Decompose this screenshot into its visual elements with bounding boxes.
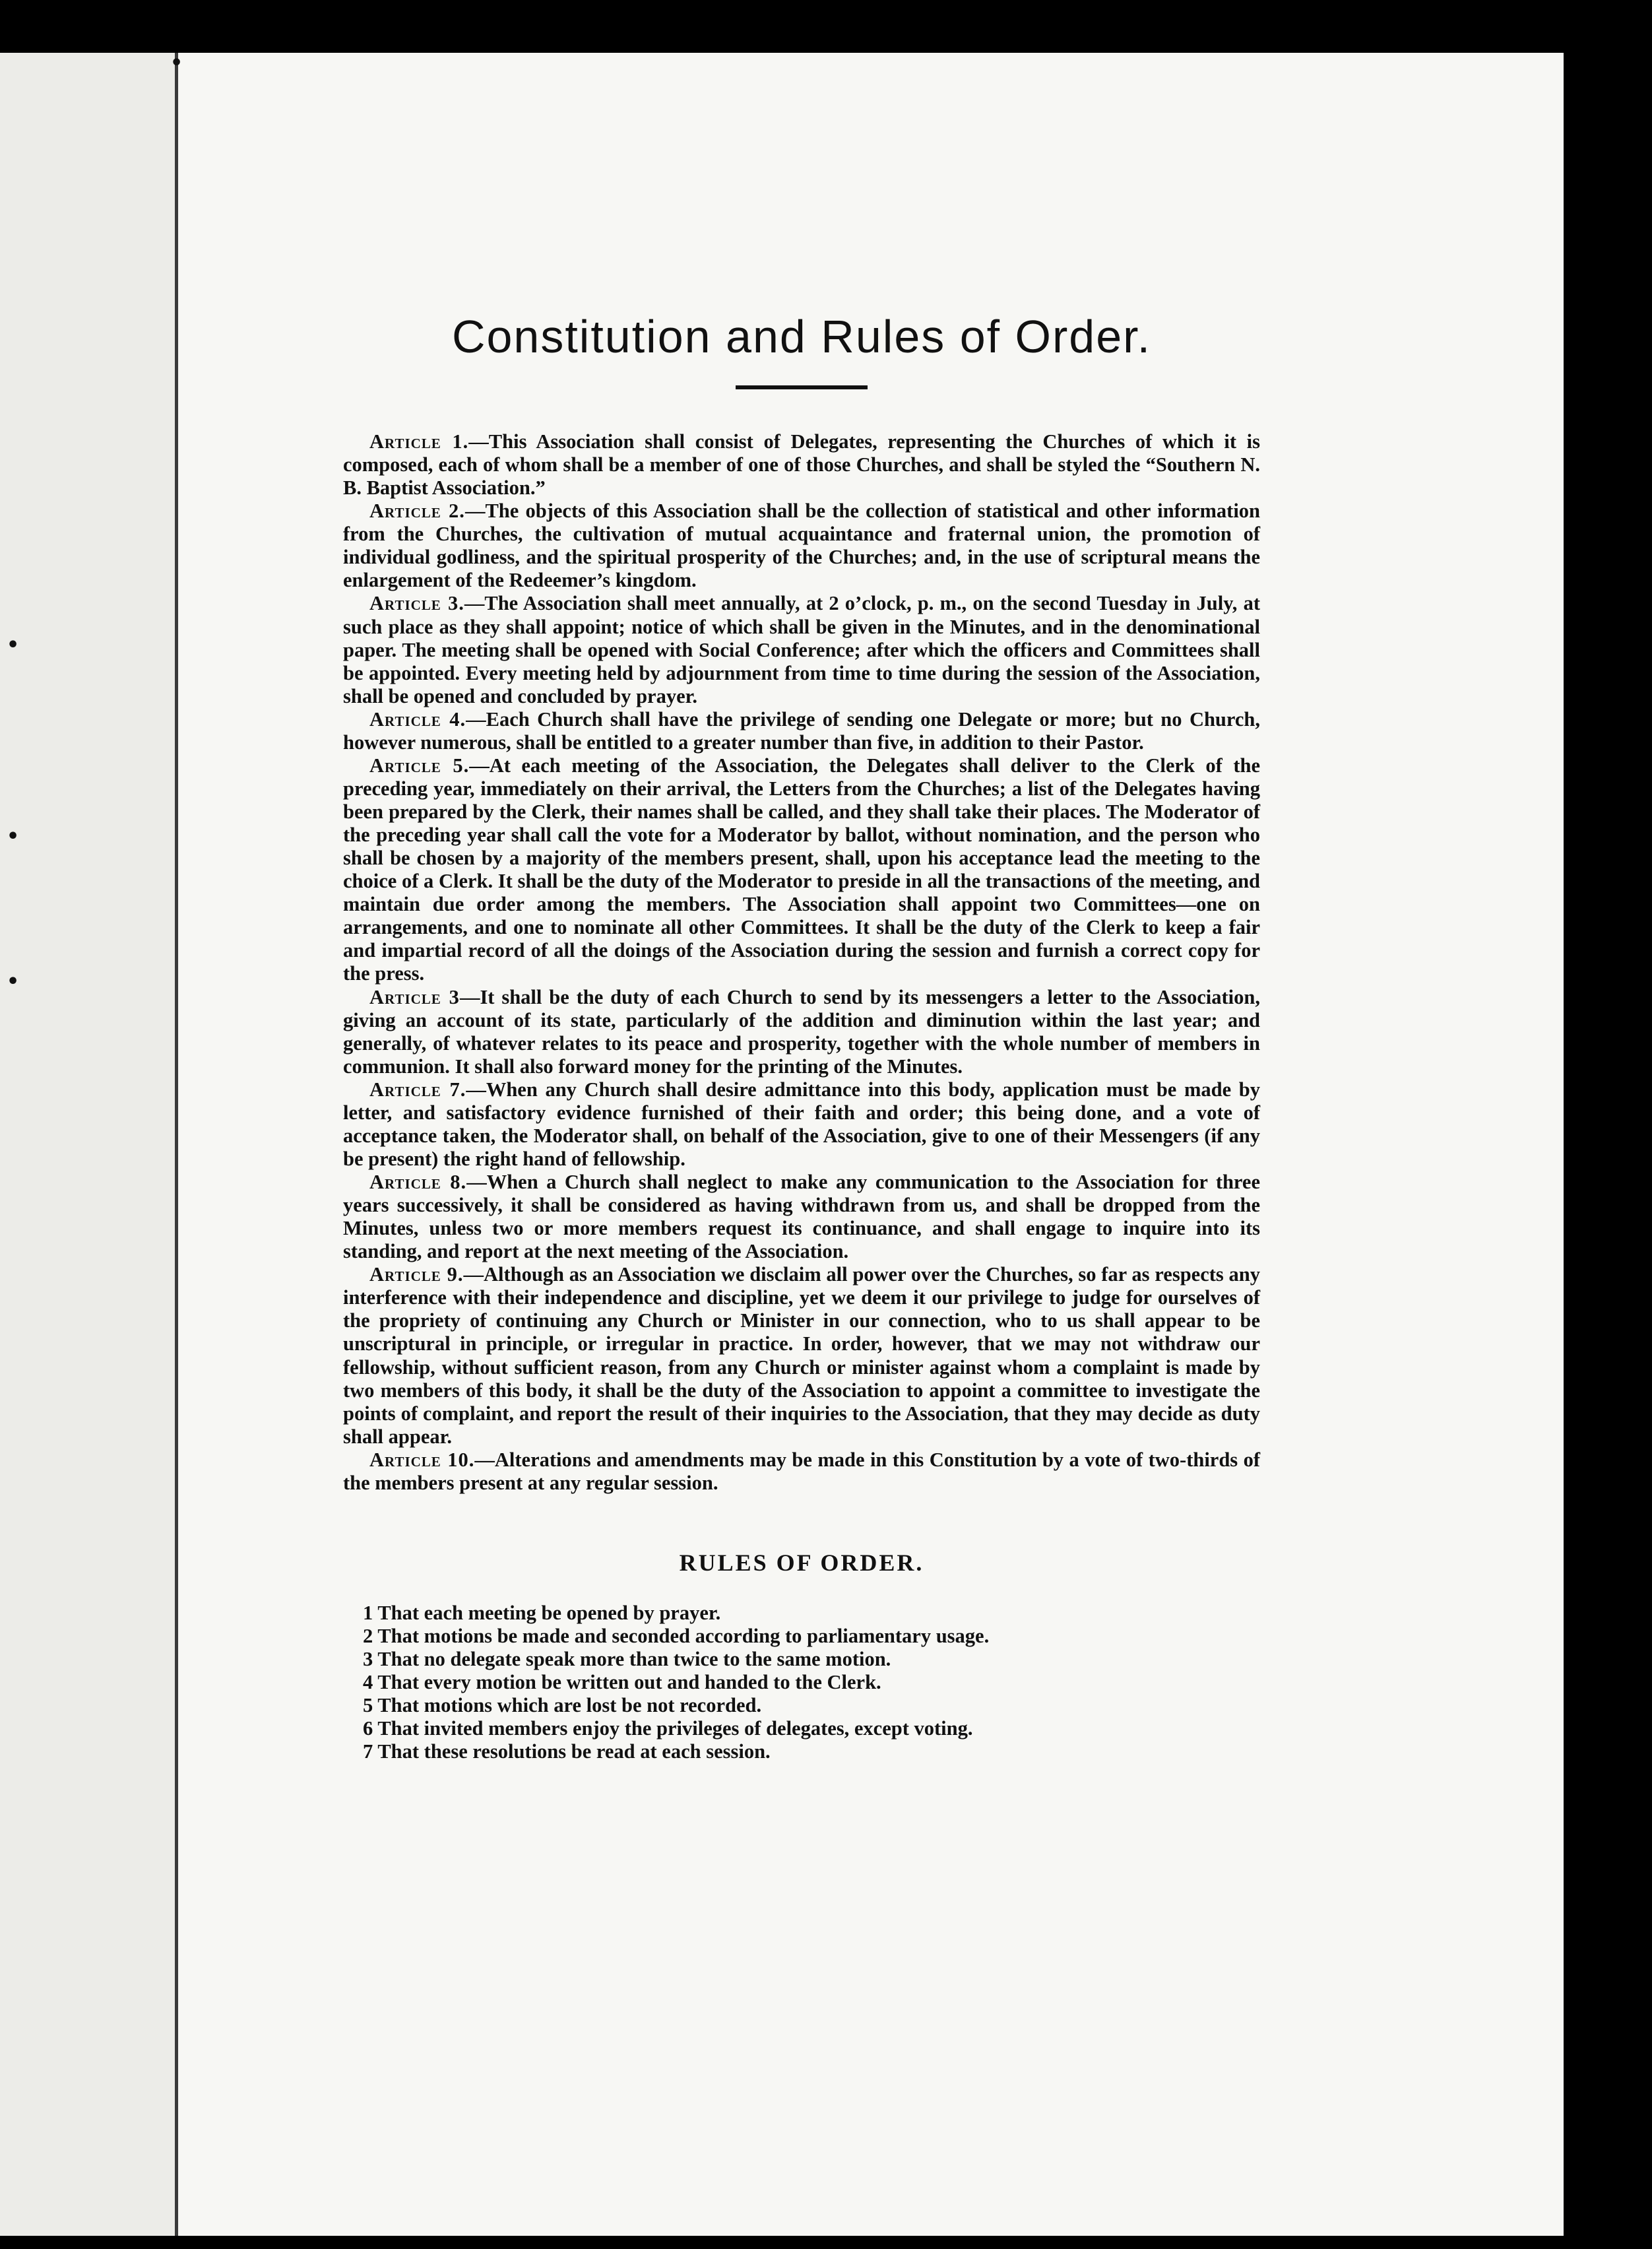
article-text: —The objects of this Association shall be the collection of statistical and other information from the Churches, the cultivation of mutual acquaintance and fraternal union, the promotion of individual godliness, and the spiritual prosperity of the Churches; and, in the use of scriptural means the enlargement of the Redeemer’s kingdom. xyxy=(343,500,1261,592)
constitution-articles xyxy=(343,430,1260,1495)
title-rule xyxy=(736,385,868,389)
document-page xyxy=(343,310,1260,1763)
rule-item: 6 That invited members enjoy the privileges of delegates, except voting. xyxy=(363,1717,973,1740)
article-label: Article 10. xyxy=(369,1448,475,1471)
rules-heading: RULES OF ORDER. xyxy=(679,1549,924,1576)
article-label: Article 7. xyxy=(369,1078,466,1101)
article-text: —This Association shall consist of Delegates, representing the Churches of which it is composed, each of whom shall be a member of one of those Churches, and shall be styled the “Southern N. B. Baptist Association.” xyxy=(343,430,1260,500)
article-label: Article 1. xyxy=(369,430,469,453)
article-paragraph xyxy=(343,986,1260,1078)
article-label: Article 3. xyxy=(369,592,464,615)
article-paragraph xyxy=(343,1449,1260,1495)
article-label: Article 8. xyxy=(369,1171,467,1193)
article-paragraph xyxy=(343,500,1260,592)
rule-item: 3 That no delegate speak more than twice to the same motion. xyxy=(363,1648,891,1670)
article-text: —The Association shall meet annually, at 2 o’clock, p. m., on the second Tuesday in July, at such place as they shall appoint; notice of which shall be given in the Minutes, and in the denominational paper. The meeting shall be opened with Social Conference; after which the officers and Committees shall be appointed. Every meeting held by adjournment from time to time during the session of the Association, shall be opened and concluded by prayer. xyxy=(343,592,1260,707)
page-title: Constitution and Rules of Order. xyxy=(451,311,1152,362)
rules-list xyxy=(343,1602,1260,1763)
rule-item: 2 That motions be made and seconded according to parliamentary usage. xyxy=(363,1624,990,1647)
article-paragraph xyxy=(343,708,1260,754)
article-text: —Although as an Association we disclaim all power over the Churches, so far as respects any interference with their independence and discipline, yet we deem it our privilege to judge for ourselves of the propriety of continuing any Church or Minister in our connection, who to us shall appear to be unscriptural in principle, or irregular in practice. In order, however, that we may not withdraw our fellowship, without sufficient reason, from any Church or minister against whom a complaint is made by two members of this body, it shall be the duty of the Association to appoint a committee to investigate the points of complaint, and report the result of their inquiries to the Association, that they may decide as duty shall appear. xyxy=(343,1263,1260,1448)
article-paragraph xyxy=(343,430,1260,500)
rule-item: 4 That every motion be written out and handed to the Clerk. xyxy=(363,1671,881,1694)
article-label: Article 5. xyxy=(369,754,470,777)
scan-speck: • xyxy=(7,825,20,848)
rule-item: 7 That these resolutions be read at each session. xyxy=(363,1740,771,1763)
facing-page-edge xyxy=(0,53,175,2236)
rule-item: 5 That motions which are lost be not recorded. xyxy=(363,1694,762,1717)
article-label: Article 2. xyxy=(369,500,465,523)
article-text: —Each Church shall have the privilege of sending one Delegate or more; but no Church, however numerous, shall be entitled to a greater number than five, in addition to their Pastor. xyxy=(343,707,1261,754)
rule-item: 1 That each meeting be opened by prayer. xyxy=(363,1601,721,1624)
article-paragraph xyxy=(343,592,1260,707)
article-text: —It shall be the duty of each Church to send by its messengers a letter to the Association, giving an account of its state, particularly of the addition and diminution within the last year; and generally, of whatever relates to its peace and prosperity, together with the whole number of members in communion. It shall also forward money for the printing of the Minutes. xyxy=(343,985,1260,1078)
scan-speck: • xyxy=(7,970,20,993)
scan-speck: • xyxy=(170,51,183,75)
article-text: —When a Church shall neglect to make any communication to the Association for three years successively, it shall be considered as having withdrawn from us, and shall be dropped from the Minutes, unless two or more members request its continuance, and shall engage to inquire into its standing, and report at the next meeting of the Association. xyxy=(343,1171,1260,1263)
page-gutter xyxy=(175,53,178,2236)
article-text: —At each meeting of the Association, the Delegates shall deliver to the Clerk of the preceding year, immediately on their arrival, the Letters from the Churches; a list of the Delegates having been prepared by the Clerk, their names shall be called, and they shall take their places. The Moderator of the preceding year shall call the vote for a Moderator by ballot, without nomination, and the person who shall be chosen by a majority of the members present, shall, upon his acceptance lead the meeting to the choice of a Clerk. It shall be the duty of the Moderator to preside in all the transactions of the meeting, and maintain due order among the members. The Association shall appoint two Committees—one on arrangements, and one to nominate all other Committees. It shall be the duty of the Clerk to keep a fair and impartial record of all the doings of the Association during the session and furnish a correct copy for the press. xyxy=(343,754,1260,985)
article-text: —Alterations and amendments may be made in this Constitution by a vote of two-thirds of the members present at any regular session. xyxy=(343,1448,1261,1494)
article-text: —When any Church shall desire admittance into this body, application must be made by letter, and satisfactory evidence furnished of their faith and order; this being done, and a vote of acceptance taken, the Moderator shall, on behalf of the Association, give to one of their Messengers (if any be present) the right hand of fellowship. xyxy=(343,1078,1260,1170)
article-label: Article 9. xyxy=(369,1263,464,1286)
article-paragraph xyxy=(343,754,1260,986)
article-paragraph xyxy=(343,1171,1260,1263)
article-label: Article 4. xyxy=(369,707,466,731)
article-paragraph xyxy=(343,1263,1260,1449)
article-label: Article 3 xyxy=(369,985,460,1008)
article-paragraph xyxy=(343,1078,1260,1171)
scan-speck: • xyxy=(7,634,20,657)
